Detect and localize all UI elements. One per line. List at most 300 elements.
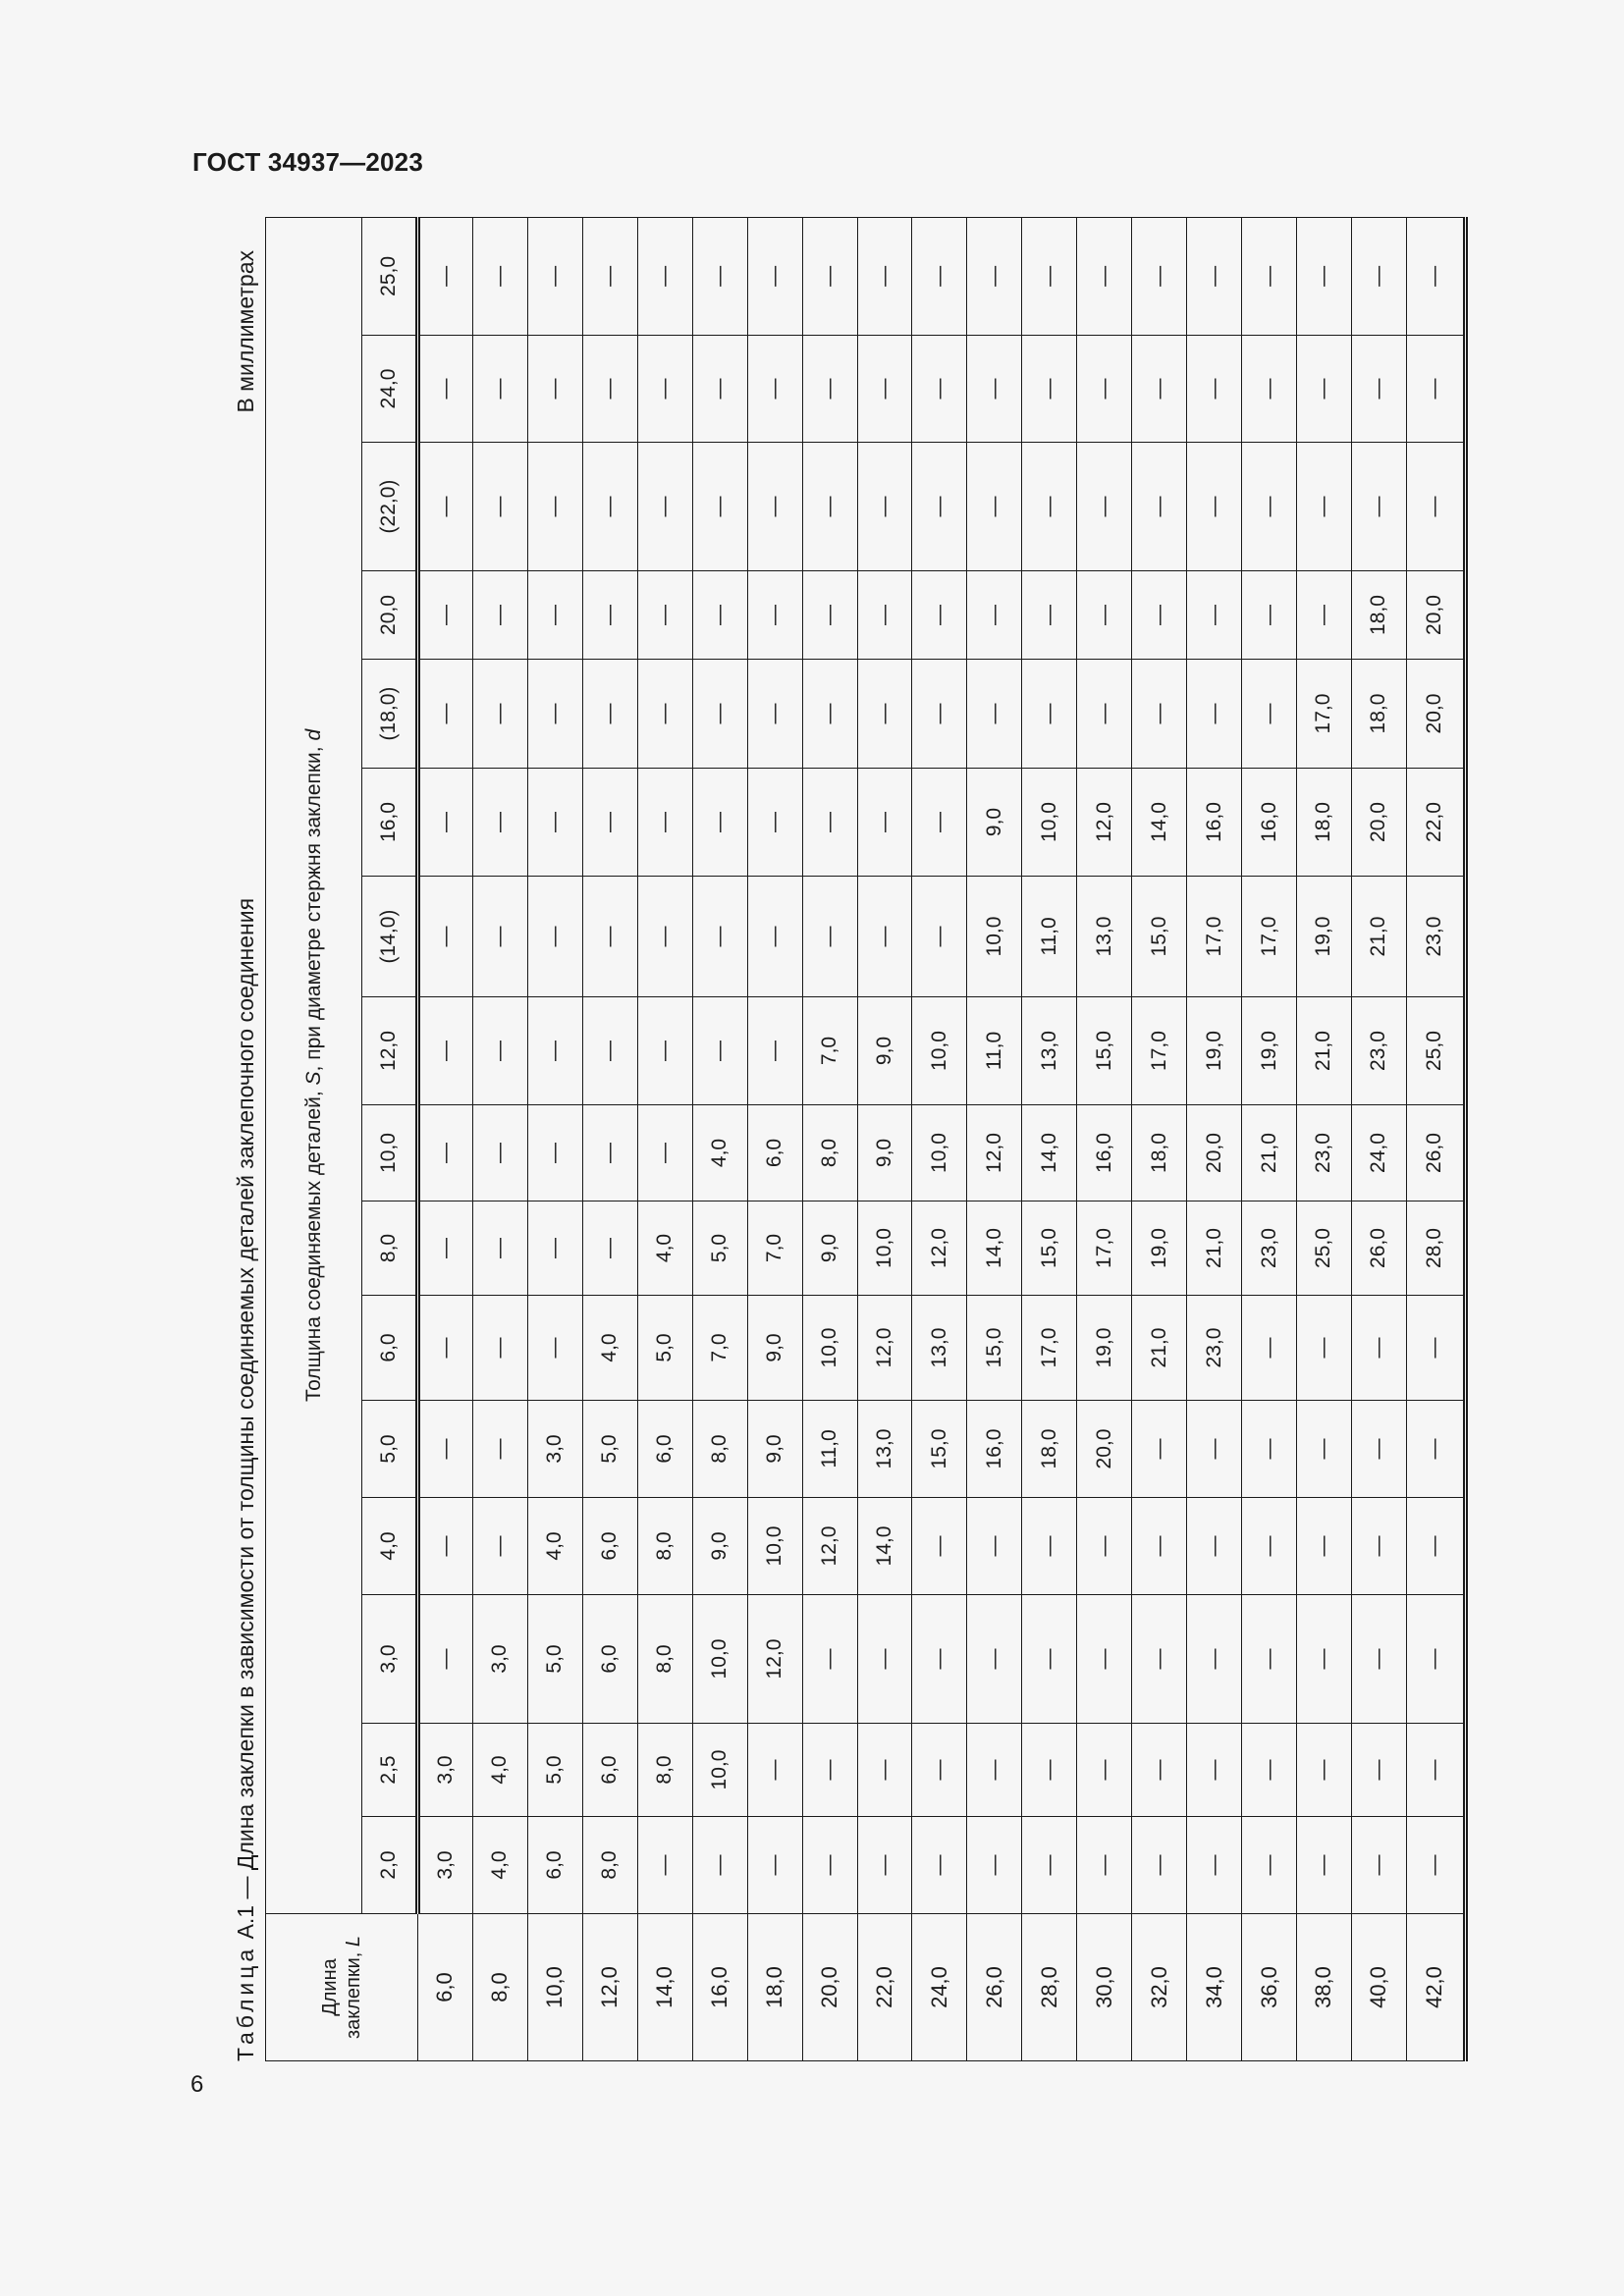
thickness-cell: —: [472, 997, 527, 1105]
page-number: 6: [190, 2071, 204, 2098]
thickness-cell: —: [802, 769, 857, 877]
thickness-cell: —: [1132, 1817, 1187, 1914]
table-caption-label: Таблица: [233, 1945, 258, 2061]
diameter-header: 2,5: [362, 1724, 418, 1817]
thickness-cell: —: [857, 217, 912, 335]
thickness-cell: —: [1077, 1817, 1132, 1914]
thickness-cell: 8,0: [637, 1498, 692, 1595]
diameter-header: 8,0: [362, 1201, 418, 1296]
rivet-length-cell: 24,0: [912, 1914, 967, 2061]
thickness-cell: —: [1077, 217, 1132, 335]
thickness-cell: —: [747, 769, 802, 877]
thickness-cell: —: [912, 336, 967, 443]
rotated-table-block: [226, 236, 1447, 2061]
thickness-cell: 18,0: [1022, 1401, 1077, 1498]
thickness-cell: —: [1187, 1817, 1242, 1914]
thickness-cell: —: [1406, 443, 1465, 571]
table-caption: [226, 898, 265, 2061]
thickness-cell: —: [912, 217, 967, 335]
table-row: [1406, 217, 1465, 2060]
thickness-cell: —: [1297, 1817, 1352, 1914]
thickness-cell: —: [527, 1105, 582, 1201]
thickness-cell: —: [472, 217, 527, 335]
units-note: В миллиметрах: [233, 250, 258, 413]
thickness-cell: —: [1297, 443, 1352, 571]
thickness-cell: 19,0: [1242, 997, 1297, 1105]
thickness-cell: 20,0: [1187, 1105, 1242, 1201]
thickness-cell: 10,0: [1022, 769, 1077, 877]
thickness-cell: —: [418, 1201, 473, 1296]
diameter-header: 25,0: [362, 217, 418, 335]
thickness-cell: 15,0: [912, 1401, 967, 1498]
group-header-text1: Толщина соединяемых деталей,: [301, 1085, 325, 1402]
table-row: [967, 217, 1022, 2060]
thickness-cell: —: [582, 1201, 637, 1296]
thickness-cell: 23,0: [1351, 997, 1406, 1105]
thickness-cell: —: [1022, 443, 1077, 571]
table-row: [1297, 217, 1352, 2060]
table-row: [527, 217, 582, 2060]
thickness-cell: 15,0: [1022, 1201, 1077, 1296]
thickness-cell: —: [967, 1724, 1022, 1817]
table-row: [1187, 217, 1242, 2060]
thickness-cell: 13,0: [857, 1401, 912, 1498]
thickness-cell: 8,0: [692, 1401, 747, 1498]
thickness-cell: 17,0: [1077, 1201, 1132, 1296]
thickness-cell: —: [857, 571, 912, 660]
thickness-cell: —: [692, 217, 747, 335]
thickness-cell: 19,0: [1297, 877, 1352, 997]
thickness-cell: 6,0: [582, 1498, 637, 1595]
diameter-header: 10,0: [362, 1105, 418, 1201]
thickness-cell: 6,0: [527, 1817, 582, 1914]
thickness-cell: 16,0: [1242, 769, 1297, 877]
group-header-var-s: S: [301, 1071, 325, 1086]
thickness-cell: —: [857, 877, 912, 997]
group-header-text2: , при диаметре стержня заклепки,: [301, 740, 325, 1072]
table-row: [637, 217, 692, 2060]
thickness-cell: 6,0: [747, 1105, 802, 1201]
thickness-cell: 3,0: [472, 1595, 527, 1724]
thickness-cell: 17,0: [1022, 1296, 1077, 1401]
thickness-cell: —: [1077, 571, 1132, 660]
thickness-cell: —: [1297, 1724, 1352, 1817]
thickness-cell: 12,0: [912, 1201, 967, 1296]
thickness-cell: 14,0: [967, 1201, 1022, 1296]
thickness-cell: —: [637, 336, 692, 443]
thickness-cell: 25,0: [1297, 1201, 1352, 1296]
diameter-header: 24,0: [362, 336, 418, 443]
thickness-cell: —: [1406, 1296, 1465, 1401]
corner-header-var: L: [343, 1935, 364, 1948]
thickness-cell: —: [802, 1724, 857, 1817]
table-row: [1132, 217, 1187, 2060]
thickness-cell: 20,0: [1077, 1401, 1132, 1498]
thickness-cell: —: [637, 877, 692, 997]
thickness-cell: —: [692, 997, 747, 1105]
rivet-length-cell: 34,0: [1187, 1914, 1242, 2061]
thickness-cell: —: [802, 443, 857, 571]
thickness-cell: —: [1132, 1595, 1187, 1724]
thickness-cell: 12,0: [967, 1105, 1022, 1201]
thickness-cell: —: [1077, 443, 1132, 571]
thickness-cell: 9,0: [802, 1201, 857, 1296]
thickness-cell: —: [527, 443, 582, 571]
thickness-cell: —: [1242, 217, 1297, 335]
thickness-cell: —: [418, 1595, 473, 1724]
thickness-cell: —: [582, 217, 637, 335]
thickness-cell: —: [582, 336, 637, 443]
thickness-cell: 5,0: [637, 1296, 692, 1401]
thickness-cell: —: [472, 443, 527, 571]
thickness-cell: —: [857, 336, 912, 443]
thickness-cell: 9,0: [692, 1498, 747, 1595]
thickness-cell: —: [1351, 443, 1406, 571]
thickness-cell: 17,0: [1187, 877, 1242, 997]
thickness-cell: —: [418, 1296, 473, 1401]
thickness-cell: —: [747, 997, 802, 1105]
thickness-cell: 12,0: [747, 1595, 802, 1724]
thickness-cell: 5,0: [582, 1401, 637, 1498]
thickness-cell: —: [912, 877, 967, 997]
thickness-cell: —: [1022, 1595, 1077, 1724]
thickness-cell: —: [967, 1595, 1022, 1724]
thickness-cell: 12,0: [802, 1498, 857, 1595]
thickness-cell: 7,0: [802, 997, 857, 1105]
thickness-cell: —: [802, 1817, 857, 1914]
thickness-cell: —: [418, 877, 473, 997]
thickness-cell: —: [637, 217, 692, 335]
thickness-cell: —: [1187, 1401, 1242, 1498]
thickness-cell: 17,0: [1132, 997, 1187, 1105]
thickness-cell: —: [1132, 1498, 1187, 1595]
thickness-cell: —: [912, 1817, 967, 1914]
thickness-cell: —: [472, 1401, 527, 1498]
thickness-cell: —: [1187, 217, 1242, 335]
thickness-cell: 11,0: [1022, 877, 1077, 997]
thickness-cell: 13,0: [1022, 997, 1077, 1105]
thickness-cell: —: [802, 660, 857, 769]
rivet-length-cell: 20,0: [802, 1914, 857, 2061]
corner-header-line1: Длина: [319, 1958, 341, 2016]
thickness-cell: 21,0: [1132, 1296, 1187, 1401]
thickness-cell: —: [912, 660, 967, 769]
thickness-cell: 12,0: [857, 1296, 912, 1401]
thickness-cell: —: [1187, 1595, 1242, 1724]
diameter-header: (18,0): [362, 660, 418, 769]
table-row: [1242, 217, 1297, 2060]
thickness-cell: —: [1132, 660, 1187, 769]
thickness-cell: —: [1077, 336, 1132, 443]
thickness-cell: —: [747, 1724, 802, 1817]
thickness-cell: 20,0: [1351, 769, 1406, 877]
diameter-header: 6,0: [362, 1296, 418, 1401]
thickness-cell: 18,0: [1297, 769, 1352, 877]
rivet-length-cell: 8,0: [472, 1914, 527, 2061]
table-row: [582, 217, 637, 2060]
thickness-cell: 8,0: [802, 1105, 857, 1201]
thickness-cell: —: [692, 443, 747, 571]
thickness-cell: —: [857, 660, 912, 769]
thickness-cell: —: [747, 336, 802, 443]
thickness-cell: —: [1187, 443, 1242, 571]
thickness-cell: —: [1297, 1498, 1352, 1595]
rivet-length-cell: 42,0: [1406, 1914, 1465, 2061]
thickness-cell: —: [418, 336, 473, 443]
thickness-cell: 10,0: [747, 1498, 802, 1595]
thickness-cell: 5,0: [527, 1595, 582, 1724]
thickness-cell: —: [472, 1498, 527, 1595]
thickness-cell: 26,0: [1406, 1105, 1465, 1201]
thickness-cell: —: [912, 1498, 967, 1595]
thickness-cell: 4,0: [692, 1105, 747, 1201]
thickness-cell: —: [747, 443, 802, 571]
thickness-cell: —: [637, 769, 692, 877]
thickness-cell: 5,0: [692, 1201, 747, 1296]
thickness-cell: —: [1022, 336, 1077, 443]
thickness-cell: —: [857, 1817, 912, 1914]
thickness-cell: —: [637, 571, 692, 660]
thickness-cell: —: [527, 571, 582, 660]
thickness-cell: 3,0: [527, 1401, 582, 1498]
thickness-cell: 3,0: [418, 1817, 473, 1914]
thickness-cell: 21,0: [1297, 997, 1352, 1105]
thickness-cell: —: [527, 769, 582, 877]
document-code: ГОСТ 34937—2023: [192, 147, 423, 177]
table-row: [1077, 217, 1132, 2060]
thickness-cell: —: [527, 997, 582, 1105]
thickness-cell: —: [582, 877, 637, 997]
thickness-cell: —: [1351, 1817, 1406, 1914]
thickness-cell: —: [912, 571, 967, 660]
thickness-cell: —: [692, 1817, 747, 1914]
thickness-cell: —: [967, 1817, 1022, 1914]
thickness-cell: —: [418, 571, 473, 660]
thickness-cell: 9,0: [747, 1296, 802, 1401]
thickness-cell: 24,0: [1351, 1105, 1406, 1201]
thickness-cell: —: [747, 1817, 802, 1914]
thickness-cell: 9,0: [747, 1401, 802, 1498]
thickness-cell: —: [582, 660, 637, 769]
thickness-cell: —: [912, 1724, 967, 1817]
thickness-cell: 7,0: [747, 1201, 802, 1296]
thickness-cell: 18,0: [1132, 1105, 1187, 1201]
thickness-cell: —: [1297, 217, 1352, 335]
thickness-cell: —: [1297, 336, 1352, 443]
thickness-cell: 16,0: [1077, 1105, 1132, 1201]
thickness-cell: —: [1242, 336, 1297, 443]
thickness-cell: —: [1351, 1498, 1406, 1595]
thickness-cell: —: [1187, 660, 1242, 769]
thickness-cell: 26,0: [1351, 1201, 1406, 1296]
table-row: [418, 217, 473, 2060]
thickness-cell: —: [1187, 336, 1242, 443]
thickness-cell: —: [418, 769, 473, 877]
corner-header: [266, 1914, 418, 2061]
thickness-cell: —: [857, 769, 912, 877]
thickness-cell: —: [912, 1595, 967, 1724]
thickness-cell: —: [1297, 1296, 1352, 1401]
thickness-cell: —: [747, 571, 802, 660]
table-row: [912, 217, 967, 2060]
thickness-cell: —: [527, 660, 582, 769]
rivet-length-cell: 16,0: [692, 1914, 747, 2061]
thickness-cell: —: [1351, 336, 1406, 443]
thickness-cell: —: [692, 660, 747, 769]
thickness-cell: —: [1022, 1724, 1077, 1817]
thickness-cell: —: [1132, 1724, 1187, 1817]
thickness-cell: 6,0: [582, 1724, 637, 1817]
thickness-cell: 9,0: [857, 997, 912, 1105]
thickness-cell: —: [1351, 1401, 1406, 1498]
thickness-cell: —: [527, 1201, 582, 1296]
thickness-cell: —: [1077, 660, 1132, 769]
thickness-cell: 23,0: [1297, 1105, 1352, 1201]
thickness-cell: —: [912, 443, 967, 571]
thickness-cell: 8,0: [637, 1595, 692, 1724]
thickness-cell: 13,0: [912, 1296, 967, 1401]
rivet-length-cell: 40,0: [1351, 1914, 1406, 2061]
diameter-header: 2,0: [362, 1817, 418, 1914]
thickness-cell: 8,0: [582, 1817, 637, 1914]
thickness-cell: 10,0: [912, 1105, 967, 1201]
thickness-cell: —: [472, 877, 527, 997]
thickness-cell: 17,0: [1297, 660, 1352, 769]
thickness-cell: 10,0: [912, 997, 967, 1105]
thickness-cell: 8,0: [637, 1724, 692, 1817]
thickness-cell: —: [967, 443, 1022, 571]
table-row: [1022, 217, 1077, 2060]
thickness-cell: —: [802, 877, 857, 997]
thickness-cell: —: [1406, 1724, 1465, 1817]
thickness-cell: 4,0: [637, 1201, 692, 1296]
rivet-length-cell: 36,0: [1242, 1914, 1297, 2061]
thickness-cell: 22,0: [1406, 769, 1465, 877]
table-row: [802, 217, 857, 2060]
thickness-cell: —: [747, 877, 802, 997]
thickness-cell: 16,0: [967, 1401, 1022, 1498]
thickness-cell: —: [472, 1296, 527, 1401]
thickness-cell: —: [1242, 1817, 1297, 1914]
table-row: [472, 217, 527, 2060]
thickness-cell: —: [967, 336, 1022, 443]
thickness-cell: —: [582, 571, 637, 660]
thickness-cell: —: [1077, 1498, 1132, 1595]
thickness-cell: 4,0: [472, 1724, 527, 1817]
table-row: [1351, 217, 1406, 2060]
thickness-cell: —: [1297, 571, 1352, 660]
thickness-cell: —: [1077, 1724, 1132, 1817]
thickness-cell: —: [1242, 1401, 1297, 1498]
thickness-cell: —: [1022, 660, 1077, 769]
rivet-length-cell: 10,0: [527, 1914, 582, 2061]
thickness-cell: 14,0: [857, 1498, 912, 1595]
thickness-cell: —: [692, 769, 747, 877]
thickness-cell: —: [418, 997, 473, 1105]
rivet-length-cell: 12,0: [582, 1914, 637, 2061]
thickness-cell: —: [1242, 1724, 1297, 1817]
thickness-cell: —: [912, 769, 967, 877]
thickness-cell: —: [1297, 1401, 1352, 1498]
thickness-cell: 5,0: [527, 1724, 582, 1817]
thickness-cell: —: [1132, 571, 1187, 660]
thickness-cell: —: [472, 1105, 527, 1201]
thickness-cell: 17,0: [1242, 877, 1297, 997]
thickness-cell: —: [527, 1296, 582, 1401]
diameter-header: 12,0: [362, 997, 418, 1105]
rivet-length-cell: 22,0: [857, 1914, 912, 2061]
thickness-cell: 18,0: [1351, 571, 1406, 660]
thickness-cell: —: [1406, 1498, 1465, 1595]
thickness-cell: 15,0: [967, 1296, 1022, 1401]
thickness-cell: 21,0: [1187, 1201, 1242, 1296]
thickness-cell: —: [692, 877, 747, 997]
thickness-cell: —: [1077, 1595, 1132, 1724]
thickness-cell: —: [637, 997, 692, 1105]
thickness-cell: 20,0: [1406, 660, 1465, 769]
thickness-cell: —: [747, 660, 802, 769]
thickness-cell: —: [1187, 571, 1242, 660]
thickness-cell: 16,0: [1187, 769, 1242, 877]
thickness-cell: —: [1022, 571, 1077, 660]
thickness-cell: 14,0: [1132, 769, 1187, 877]
thickness-cell: —: [1406, 336, 1465, 443]
thickness-cell: —: [1351, 1296, 1406, 1401]
thickness-cell: 19,0: [1077, 1296, 1132, 1401]
thickness-cell: —: [582, 443, 637, 571]
thickness-cell: —: [418, 443, 473, 571]
thickness-cell: —: [418, 660, 473, 769]
thickness-cell: —: [802, 1595, 857, 1724]
rivet-length-cell: 14,0: [637, 1914, 692, 2061]
thickness-cell: —: [1351, 1595, 1406, 1724]
thickness-cell: 19,0: [1187, 997, 1242, 1105]
thickness-cell: —: [582, 997, 637, 1105]
thickness-cell: —: [802, 217, 857, 335]
thickness-cell: 11,0: [802, 1401, 857, 1498]
thickness-cell: —: [857, 1724, 912, 1817]
diameter-header: 4,0: [362, 1498, 418, 1595]
thickness-cell: —: [1242, 571, 1297, 660]
table-row: [692, 217, 747, 2060]
diameter-header: 16,0: [362, 769, 418, 877]
thickness-cell: —: [637, 660, 692, 769]
thickness-cell: 21,0: [1242, 1105, 1297, 1201]
thickness-cell: —: [857, 1595, 912, 1724]
thickness-cell: —: [1132, 443, 1187, 571]
thickness-cell: 9,0: [857, 1105, 912, 1201]
thickness-cell: —: [1022, 1817, 1077, 1914]
thickness-cell: —: [692, 571, 747, 660]
thickness-cell: —: [857, 443, 912, 571]
thickness-cell: —: [1242, 660, 1297, 769]
thickness-cell: —: [802, 571, 857, 660]
thickness-cell: 11,0: [967, 997, 1022, 1105]
thickness-cell: 14,0: [1022, 1105, 1077, 1201]
thickness-cell: 18,0: [1351, 660, 1406, 769]
thickness-cell: —: [527, 877, 582, 997]
thickness-cell: —: [582, 769, 637, 877]
thickness-cell: 23,0: [1187, 1296, 1242, 1401]
thickness-cell: —: [527, 336, 582, 443]
thickness-cell: —: [1132, 217, 1187, 335]
thickness-cell: 4,0: [527, 1498, 582, 1595]
diameter-header: (14,0): [362, 877, 418, 997]
thickness-cell: 23,0: [1406, 877, 1465, 997]
group-header-var-d: d: [301, 728, 325, 741]
thickness-cell: 25,0: [1406, 997, 1465, 1105]
thickness-cell: 10,0: [692, 1724, 747, 1817]
